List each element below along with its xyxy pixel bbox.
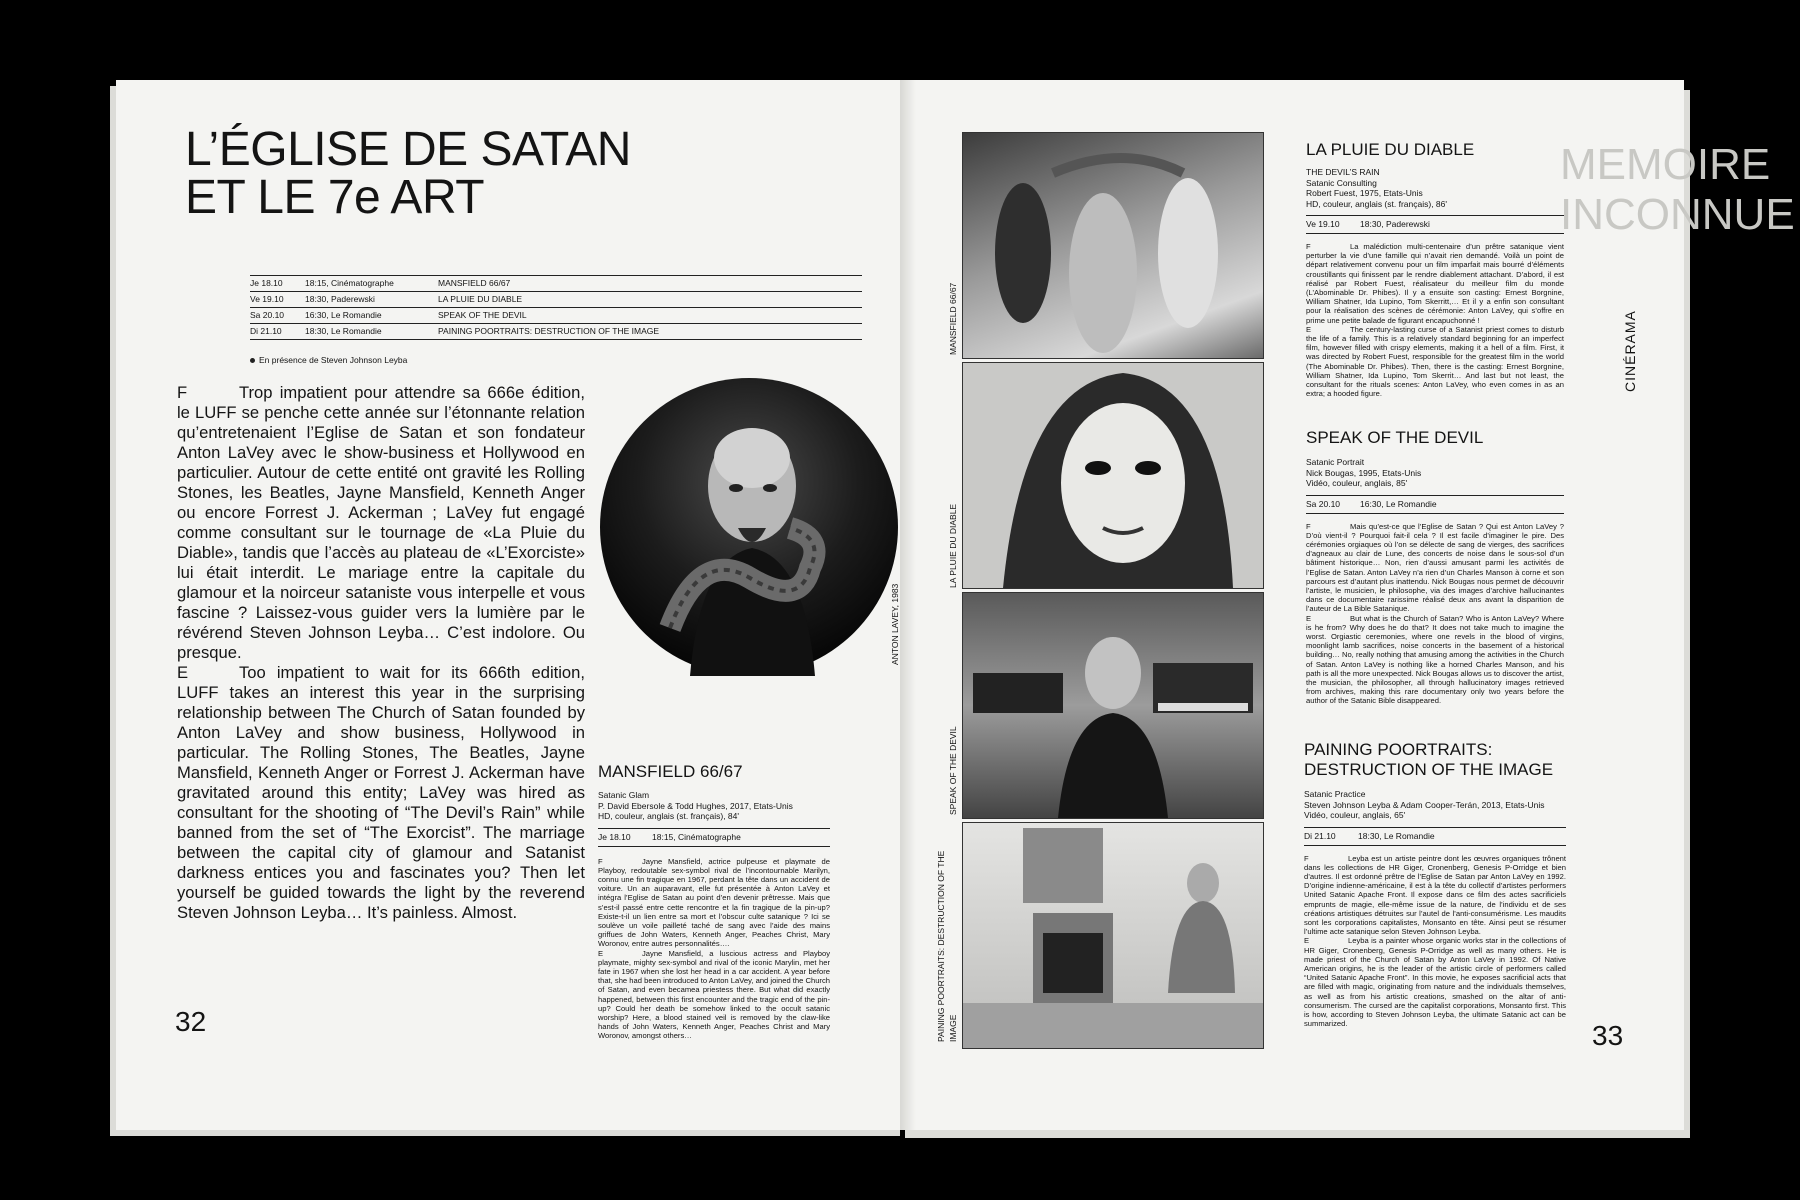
screening-slot: Di 21.10 18:30, Le Romandie (1304, 827, 1566, 846)
table-row: Sa 20.10 16:30, Le Romandie SPEAK OF THE DEVIL (250, 308, 862, 324)
screening-slot: Je 18.10 18:15, Cinématographe (598, 828, 830, 847)
title-line-1: L’ÉGLISE DE SATAN (185, 123, 631, 176)
film-block-la-pluie: LA PLUIE DU DIABLE THE DEVIL’S RAIN Satanic Consulting Robert Fuest, 1975, Etats-Unis HD, couleur, anglais (st. français), 86' Ve 19.10 18:30, Paderewski F La malédiction multi-centenaire d’un prêtre satanique vient perturber la vie d’une famille qui n’avait rien demandé. Voilà un point de départ relativement convenu pour un film imparfait mais bourré d’éléments croustillants qui finissent par le rendre diablement attachant. D’abord, il est réalisé par Robert Fuest, réalisateur du meilleur film du monde (L’Abominable Dr. Phibes). Il y a ensuite son casting: Ernest Borgnine, William Shatner, Ida Lupino, Tom Skerritt,… Et il y a enfin son consultant pour la réalisation des scènes de cérémonie: Anton LaVey, qui s’offre en prime une petite balade de figurant encapuchonné ! E The century-lasting curse of a Satanist priest comes to disturb the life of a family. This is a relatively standard beginning for an imperfect film, however filled with crispy elements, making it a hell of a film. First, it was directed by Robert Fuest, responsible for the greatest film in the world (The Abominable Dr. Phibes). Then, there is the casting: Ernest Borgnine, William Shatner, Ida Lupino, Tom Skerrit… And last but not least, the consultant for the rituals scenes: Anton LaVey, who even comes in as an extra; a hooded figure. (1306, 140, 1564, 399)
portrait-illustration (600, 378, 898, 676)
photo-caption-la-pluie: LA PLUIE DU DIABLE (948, 503, 958, 588)
bullet-icon (250, 358, 255, 363)
film-desc-en: E Jayne Mansfield, a luscious actress and Playboy playmate, mighty sex-symbol and rival of the iconic Marylin, met her fate in 1967 when she lost her head in a car accident. A year before that, she had been introduced to Anton LaVey, and joined the Church of Satan, and even becamea priestess there. But what did exactly happened, between this first encounter and the tragic end of the pin-up? Could her death be somehow linked to the occult satanic worship? Here, a blood stained veil is removed by the claw-like hands of John Waters, Kenneth Anger, Peaches Christ and Mary Woronov, amongst others… (598, 948, 830, 1041)
screening-slot: Sa 20.10 16:30, Le Romandie (1306, 495, 1564, 514)
intro-english: E Too impatient to wait for its 666th edition, LUFF takes an interest this year in the surprising relationship between The Church of Satan founded by Anton LaVey and show business, Hollywood in particular. The Rolling Stones, The Beatles, Jayne Mansfield, Kenneth Anger or Forrest J. Ackerman have gravitated around this entity; LaVey was hired as consultant for the shooting of “The Devil’s Rain” while banned from the set of “The Exorcist”. The marriage between the capital city of glamour and Satanist darkness entices you and fascinates you? Then let yourself be guided towards the light by the reverend Steven Johnson Leyba… It’s painless. Almost. (177, 663, 585, 922)
still-la-pluie-du-diable (962, 362, 1264, 589)
film-block-paining: PAINING POORTRAITS: DESTRUCTION OF THE IMAGE Satanic Practice Steven Johnson Leyba & Adam Cooper-Terán, 2013, Etats-Unis Vidéo, couleur, anglais, 65' Di 21.10 18:30, Le Romandie F Leyba est un artiste peintre dont les œuvres organiques trônent dans les collections de HR Giger, Cronenberg, Genesis P-Orridge et bien d’autres. Il est ordonné prêtre de l’Eglise de Satan par Anton LaVey en 1992. D’origine indienne-américaine, il est à la tête du collectif d’artistes performers United Satanic Apache Front. Il expose dans ce film des actes sacrificiels emprunts de magie, elle-même issue de la nature, de l’individu et de ses créations artistiques détruites sur l’autel de l’anti-consumérisme. Les maudits sont les corporations capitalistes, Monsanto en tête. Ainsi peut se résumer l’ultime acte satanique selon Steven Johnson Leyba. E Leyba is a painter whose organic works star in the collections of HR Giger, Cronenberg, Genesis P-Orridge as well as many others. He is made priest of the Church of Satan by Anton LaVey in 1992. Of Native American origins, he is the leader of the artistic circle of performers called “United Satanic Apache Front”. In this movie, he exposes sacrificial acts that are filled with magic, originating from nature and the individuals themselves, as well as from his artistic creations, smashed on the altar of anti-consumerism. The cursed are the capitalist corporations, Monsanto first. This is how, according to Steven Johnson Leyba, the ultimate Satanic act can be summarized. (1304, 740, 1566, 1029)
page-number-left: 32 (175, 1006, 207, 1037)
still-illustration (963, 363, 1263, 588)
schedule (250, 275, 862, 340)
page-number-right: 33 (1592, 1020, 1624, 1051)
table-row: Je 18.10 18:15, Cinématographe MANSFIELD 66/67 (250, 276, 862, 292)
film-desc-en: E But what is the Church of Satan? Who is Anton LaVey? Where is he from? Why does he do that? It does not take much to imagine the worst. Orgiastic ceremonies, where one revels in the blood of virgins, moonlight lamb sacrifices, noise concerts in the basement of a historical building… No, really nothing that amusing among the activities in the Church of Satan. Anton LaVey is nothing like a horned Charles Manson, and his path is all the more unexpected. Nick Bougas allows us to discover the artist, the musician, the philosopher, all through hallucinatory images retrieved from archives, making this rare documentary only two years before the author of the Satanic Bible disappeared. (1306, 613, 1564, 706)
photo-caption-mansfield: MANSFIELD 66/67 (948, 282, 958, 355)
table-row: Di 21.10 18:30, Le Romandie PAINING POORTRAITS: DESTRUCTION OF THE IMAGE (250, 324, 862, 340)
screening-slot: Ve 19.10 18:30, Paderewski (1306, 215, 1564, 234)
film-desc-fr: F La malédiction multi-centenaire d’un prêtre satanique vient perturber la vie d’une famille qui n’avait rien demandé. Voilà un point de départ relativement convenu pour un film imparfait mais bourré d’éléments croustillants qui finissent par le rendre diablement attachant. D’abord, il est réalisé par Robert Fuest, réalisateur du meilleur film du monde (L’Abominable Dr. Phibes). Il y a ensuite son casting: Ernest Borgnine, William Shatner, Ida Lupino, Tom Skerritt,… Et il y a enfin son consultant pour la réalisation des scènes de cérémonie: Anton LaVey, qui s’offre en prime une petite balade de figurant encapuchonné ! (1306, 242, 1564, 325)
intro-french: F Trop impatient pour attendre sa 666e édition, le LUFF se penche cette année sur l’étonnante relation qu’entretenaient l’Eglise de Satan et son fondateur Anton LaVey avec le show-business et Hollywood en particulier. Autour de cette entité ont gravité les Rolling Stones, les Beatles, Jayne Mansfield, Kenneth Anger ou encore Forrest J. Ackerman ; LaVey fut engagé comme consultant sur le tournage de «La Pluie du Diable», tandis que l’accès au plateau de «L’Exorciste» lui était interdit. Le mariage entre la capitale du glamour et la noirceur sataniste vous interpelle et vous fascine ? Laissez-vous guider vers la lumière par le révérend Steven Johnson Leyba… C’est indolore. Ou presque. (177, 383, 585, 662)
still-illustration (963, 823, 1263, 1048)
film-block-speak: SPEAK OF THE DEVIL Satanic Portrait Nick Bougas, 1995, Etats-Unis Vidéo, couleur, anglais, 85' Sa 20.10 16:30, Le Romandie F Mais qu’est-ce que l’Eglise de Satan ? Qui est Anton LaVey ? D’où vient-il ? Pourquoi fait-il cela ? Il est facile d’imaginer le pire. Des cérémonies orgiaques où l’on se délecte de sang de vierges, des sacrifices d’agneaux au clair de Lune, des concerts de noise dans le sous-sol d’un bâtiment historique… Non, rien d’aussi amusant parmi les activités de l’Eglise de Satan. Anton LaVey n’a rien d’un Charles Manson à corne et son parcours est d’autant plus inattendu. Nick Bougas nous permet de découvrir l’artiste, le musicien, le philosophe, via des images d’archive hallucinantes dans ce documentaire rarissime réalisé deux ans avant la disparition de l’auteur de La Bible Satanique. E But what is the Church of Satan? Who is Anton LaVey? Where is he from? Why does he do that? It does not take much to imagine the worst. Orgiastic ceremonies, where one revels in the blood of virgins, moonlight lamb sacrifices, noise concerts in the basement of a historical building… No, really nothing that amusing among the activities in the Church of Satan. Anton LaVey is nothing like a horned Charles Manson, and his path is all the more unexpected. Nick Bougas allows us to discover the artist, the musician, the philosopher, all through hallucinatory images retrieved from archives, making this rare documentary only two years before the author of the Satanic Bible disappeared. (1306, 428, 1564, 706)
film-title-line-1: PAINING POORTRAITS: (1304, 740, 1493, 759)
film-title: LA PLUIE DU DIABLE (1306, 140, 1475, 159)
portrait-caption: ANTON LAVEY, 1983 (890, 583, 900, 665)
presence-note: En présence de Steven Johnson Leyba (250, 355, 862, 365)
film-desc-en: E Leyba is a painter whose organic works star in the collections of HR Giger, Cronenberg, Genesis P-Orridge as well as many others. He is made priest of the Church of Satan by Anton LaVey in 1992. Of Native American origins, he is the leader of the artistic circle of performers called “United Satanic Apache Front”. In this movie, he exposes sacrificial acts that are filled with magic, originating from nature and the individuals themselves, as well as from his artistic creations, smashed on the altar of anti-consumerism. The cursed are the capitalist corporations, Monsanto first. This is how, according to Steven Johnson Leyba, the ultimate Satanic act can be summarized. (1304, 936, 1566, 1029)
film-title-line-2: DESTRUCTION OF THE IMAGE (1304, 760, 1554, 779)
film-desc-fr: F Jayne Mansfield, actrice pulpeuse et playmate de Playboy, redoutable sex-symbol rival de l’incontournable Marilyn, connu une fin tragique en 1967, perdant la tête dans un accident de voiture. Un an auparavant, elle fut présentée à Anton LaVey et intégra l’Eglise de Satan au point d’en devenir prêtresse. Mais que s’est-il passé entre cette rencontre et la fin tragique de la pin-up? Existe-t-il un lien entre sa mort et l’obscur culte satanique ? Ici se soulève un voile pailleté taché de sang avec l’aide des mains griffues de John Waters, Kenneth Anger, Peaches Christ, Mary Woronov, entre autres personnalités…. (598, 856, 830, 949)
ghost-text: MEMOIRE INCONNUE (1560, 140, 1795, 239)
film-title: SPEAK OF THE DEVIL (1306, 428, 1484, 447)
photo-caption-speak: SPEAK OF THE DEVIL (948, 726, 958, 815)
still-illustration (963, 593, 1263, 818)
film-title: MANSFIELD 66/67 (598, 762, 743, 781)
film-block-mansfield: MANSFIELD 66/67 Satanic Glam P. David Ebersole & Todd Hughes, 2017, Etats-Unis HD, couleur, anglais (st. français), 84' Je 18.10 18:15, Cinématographe F Jayne Mansfield, actrice pulpeuse et playmate de Playboy, redoutable sex-symbol rival de l’incontournable Marilyn, connu une fin tragique en 1967, perdant la tête dans un accident de voiture. Un an auparavant, elle fut présentée à Anton LaVey et intégra l’Eglise de Satan au point d’en devenir prêtresse. Mais que s’est-il passé entre cette rencontre et la fin tragique de la pin-up? Existe-t-il un lien entre sa mort et l’obscur culte satanique ? Ici se soulève un voile pailleté taché de sang avec l’aide des mains griffues de John Waters, Kenneth Anger, Peaches Christ, Mary Woronov, entre autres personnalités…. E Jayne Mansfield, a luscious actress and Playboy playmate, mighty sex-symbol and rival of the iconic Marylin, met her fate in 1967 when she lost her head in a car accident. A year before that, she had been introduced to Anton LaVey, and joined the Church of Satan, and even becamea priestess there. But what did exactly happened, between this first encounter and the tragic end of the pin-up? Could her death be somehow linked to the occult satanic worship? Here, a blood stained veil is removed by the claw-like hands of John Waters, Kenneth Anger, Peaches Christ and Mary Woronov, amongst others… (598, 762, 830, 1041)
title-line-2: ET LE 7e ART (185, 171, 485, 224)
spine-shadow (900, 80, 916, 1130)
film-desc-en: E The century-lasting curse of a Satanist priest comes to disturb the life of a family. This is a relatively standard beginning for an imperfect film, however filled with crispy elements, making it a hell of a film. First, it was directed by Robert Fuest, responsible for the greatest film in the world (The Abominable Dr. Phibes). Then, there is the casting: Ernest Borgnine, William Shatner, Ida Lupino, Tom Skerrit… And last but not least, the consultant for the rituals scenes: Anton LaVey, who even comes in as an extra; a hooded figure. (1306, 324, 1564, 399)
film-desc-fr: F Leyba est un artiste peintre dont les œuvres organiques trônent dans les collections de HR Giger, Cronenberg, Genesis P-Orridge et bien d’autres. Il est ordonné prêtre de l’Eglise de Satan par Anton LaVey en 1992. D’origine indienne-américaine, il est à la tête du collectif d’artistes performers United Satanic Apache Front. Il expose dans ce film des actes sacrificiels emprunts de magie, elle-même issue de la nature, de l’individu et de ses créations artistiques détruites sur l’autel de l’anti-consumérisme. Les maudits sont les corporations capitalistes, Monsanto en tête. Ainsi peut se résumer l’ultime acte satanique selon Steven Johnson Leyba. (1304, 853, 1566, 937)
photo-caption-paining-1: PAINING POORTRAITS: DESTRUCTION OF THE (936, 850, 946, 1042)
photo-caption-paining-2: IMAGE (948, 1014, 958, 1042)
intro-text (177, 383, 585, 923)
table-row: Ve 19.10 18:30, Paderewski LA PLUIE DU DIABLE (250, 292, 862, 308)
still-speak-of-the-devil (962, 592, 1264, 819)
article-title (185, 123, 631, 224)
section-label: CINÉRAMA (1622, 310, 1638, 392)
portrait-anton-lavey (600, 378, 898, 676)
still-mansfield (962, 132, 1264, 359)
still-paining-poortraits (962, 822, 1264, 1049)
film-desc-fr: F Mais qu’est-ce que l’Eglise de Satan ? Qui est Anton LaVey ? D’où vient-il ? Pourquoi fait-il cela ? Il est facile d’imaginer le pire. Des cérémonies orgiaques où l’on se délecte de sang de vierges, des sacrifices d’agneaux au clair de Lune, des concerts de noise dans le sous-sol d’un bâtiment historique… Non, rien d’aussi amusant parmi les activités de l’Eglise de Satan. Anton LaVey n’a rien d’un Charles Manson à corne et son parcours est d’autant plus inattendu. Nick Bougas nous permet de découvrir l’artiste, le musicien, le philosophe, via des images d’archive hallucinantes dans ce documentaire rarissime réalisé deux ans avant la disparition de l’auteur de La Bible Satanique. (1306, 521, 1564, 614)
schedule-table (250, 275, 862, 365)
still-illustration (963, 133, 1263, 358)
